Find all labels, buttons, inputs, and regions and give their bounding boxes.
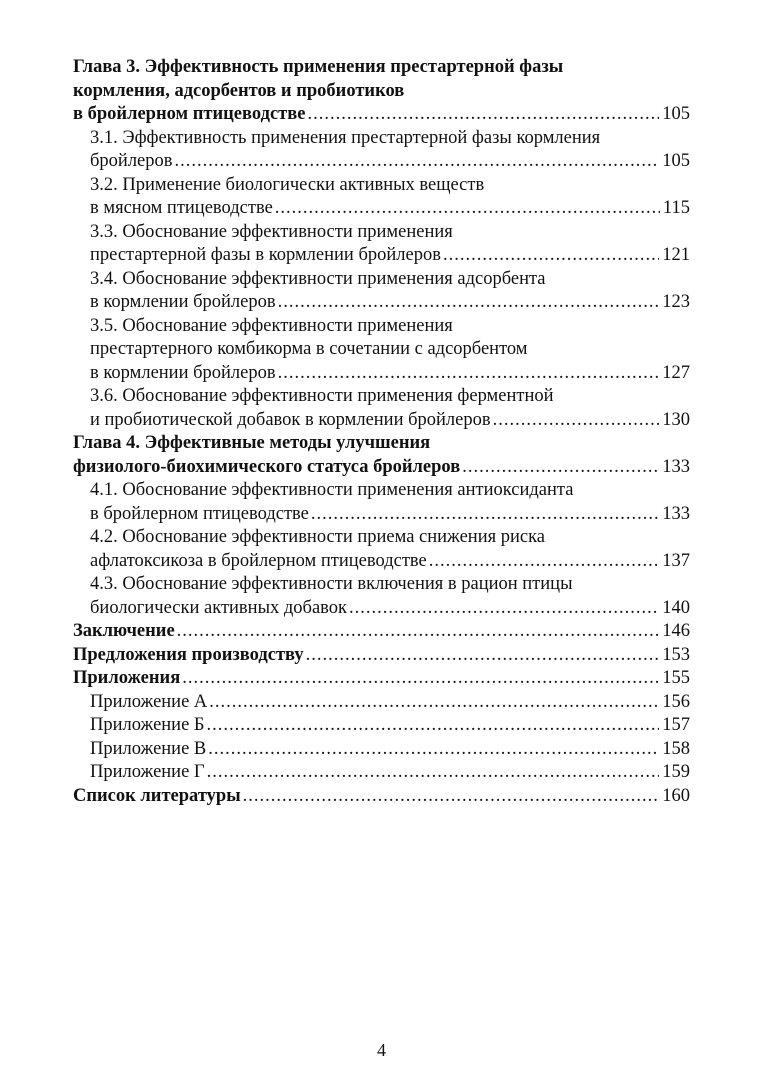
toc-entry-text: 3.5. Обоснование эффективности применения bbox=[90, 315, 453, 336]
toc-entry-text: Приложение А bbox=[90, 691, 208, 712]
toc-section-entry bbox=[73, 761, 690, 785]
toc-section-entry bbox=[73, 714, 690, 738]
toc-page-number: 130 bbox=[662, 409, 690, 430]
dot-leader bbox=[462, 456, 659, 480]
toc-entry-text: в кормлении бройлеров bbox=[90, 292, 276, 312]
toc-entry-text: Приложение В bbox=[90, 738, 207, 759]
toc-section-entry bbox=[73, 268, 690, 315]
toc-page-number: 153 bbox=[662, 644, 690, 665]
toc-entry-text: 3.2. Применение биологически активных веществ bbox=[90, 174, 485, 195]
toc-entry-text: 4.3. Обоснование эффективности включения в рацион птицы bbox=[90, 574, 573, 594]
toc-section-entry bbox=[73, 738, 690, 762]
toc-entry-text: кормления, адсорбентов и пробиотиков bbox=[73, 80, 405, 101]
toc-page-number: 115 bbox=[662, 198, 690, 218]
toc-page-number: 146 bbox=[662, 621, 690, 641]
toc-page-number: 121 bbox=[662, 245, 690, 265]
toc-section-entry bbox=[73, 479, 690, 526]
toc-entry-final-line bbox=[90, 244, 690, 268]
toc-page-number: 158 bbox=[662, 738, 690, 759]
dot-leader bbox=[306, 644, 660, 668]
toc-section-entry bbox=[73, 221, 690, 268]
dot-leader bbox=[278, 362, 660, 386]
toc-entry-final-line bbox=[90, 362, 690, 386]
dot-leader bbox=[311, 503, 659, 527]
toc-section-entry bbox=[73, 174, 690, 221]
toc-entry-text: Приложение Г bbox=[90, 762, 205, 782]
toc-page-number: 127 bbox=[662, 362, 690, 383]
toc-entry-text: 4.1. Обоснование эффективности применения антиоксиданта bbox=[90, 480, 574, 500]
dot-leader bbox=[175, 150, 660, 174]
toc-page-number: 123 bbox=[662, 292, 690, 312]
dot-leader bbox=[182, 667, 659, 691]
dot-leader bbox=[307, 103, 659, 127]
toc-entry-text: биологически активных добавок bbox=[90, 597, 348, 618]
toc-entry-text: 3.1. Эффективность применения престартерной фазы кормления bbox=[90, 127, 601, 148]
toc-chapter-entry bbox=[73, 667, 690, 691]
toc-entry-final-line bbox=[90, 197, 690, 221]
toc-page-number: 155 bbox=[662, 668, 690, 688]
toc-section-entry bbox=[73, 573, 690, 620]
toc-entry-final-line bbox=[90, 503, 690, 527]
dot-leader bbox=[493, 409, 660, 433]
dot-leader bbox=[443, 244, 659, 268]
toc-entry-text: и пробиотической добавок в кормлении бройлеров bbox=[90, 409, 491, 430]
toc-section-entry bbox=[73, 691, 690, 715]
dot-leader bbox=[207, 761, 660, 785]
toc-entry-text: Приложение Б bbox=[90, 715, 205, 735]
toc-entry-final-line bbox=[90, 409, 690, 433]
table-of-contents bbox=[73, 56, 690, 808]
dot-leader bbox=[275, 197, 660, 221]
toc-entry-final-line bbox=[90, 597, 690, 621]
toc-page-number: 137 bbox=[662, 550, 690, 571]
toc-entry-final-line bbox=[73, 620, 690, 644]
toc-entry-text: афлатоксикоза в бройлерном птицеводстве bbox=[90, 550, 427, 571]
dot-leader bbox=[207, 714, 660, 738]
toc-entry-text: в бройлерном птицеводстве bbox=[73, 104, 306, 124]
toc-page-number: 156 bbox=[662, 691, 690, 712]
toc-entry-text: Приложения bbox=[73, 668, 181, 688]
toc-page-number: 133 bbox=[662, 456, 690, 477]
toc-entry-text: 4.2. Обоснование эффективности приема снижения риска bbox=[90, 527, 546, 547]
toc-entry-text: 3.4. Обоснование эффективности применения адсорбента bbox=[90, 268, 546, 289]
toc-entry-final-line bbox=[90, 691, 690, 715]
dot-leader bbox=[243, 785, 660, 809]
toc-entry-final-line bbox=[73, 667, 690, 691]
toc-entry-final-line bbox=[90, 550, 690, 574]
toc-entry-text: Глава 3. Эффективность применения престартерной фазы bbox=[73, 57, 564, 77]
toc-chapter-entry bbox=[73, 432, 690, 479]
toc-chapter-entry bbox=[73, 56, 690, 127]
toc-page-number: 133 bbox=[662, 503, 690, 524]
dot-leader bbox=[208, 738, 659, 762]
toc-page-number: 140 bbox=[662, 597, 690, 618]
toc-entry-text: престартерного комбикорма в сочетании с адсорбентом bbox=[90, 339, 528, 359]
toc-entry-final-line bbox=[90, 150, 690, 174]
toc-entry-text: Глава 4. Эффективные методы улучшения bbox=[73, 433, 431, 453]
toc-entry-final-line bbox=[90, 714, 690, 738]
toc-entry-text: 3.3. Обоснование эффективности применения bbox=[90, 221, 453, 242]
toc-page-number: 159 bbox=[662, 762, 690, 782]
dot-leader bbox=[209, 691, 659, 715]
toc-entry-text: Список литературы bbox=[73, 785, 241, 806]
toc-entry-final-line bbox=[73, 456, 690, 480]
toc-entry-text: физиолого-биохимического статуса бройлеров bbox=[73, 456, 461, 477]
toc-chapter-entry bbox=[73, 785, 690, 809]
toc-section-entry bbox=[73, 526, 690, 573]
toc-section-entry bbox=[73, 127, 690, 174]
toc-chapter-entry bbox=[73, 644, 690, 668]
dot-leader bbox=[278, 291, 660, 315]
dot-leader bbox=[349, 597, 659, 621]
toc-page-number: 160 bbox=[662, 785, 690, 806]
toc-entry-final-line bbox=[90, 761, 690, 785]
toc-entry-text: престартерной фазы в кормлении бройлеров bbox=[90, 245, 441, 265]
toc-section-entry bbox=[73, 385, 690, 432]
toc-entry-final-line bbox=[73, 103, 690, 127]
toc-entry-final-line bbox=[90, 738, 690, 762]
dot-leader bbox=[429, 550, 660, 574]
toc-entry-text: в мясном птицеводстве bbox=[90, 198, 273, 218]
toc-entry-final-line bbox=[90, 291, 690, 315]
toc-entry-final-line bbox=[73, 785, 690, 809]
toc-chapter-entry bbox=[73, 620, 690, 644]
toc-entry-text: в кормлении бройлеров bbox=[90, 362, 276, 383]
toc-entry-final-line bbox=[73, 644, 690, 668]
toc-entry-text: Заключение bbox=[73, 621, 175, 641]
page-number: 4 bbox=[377, 1040, 386, 1060]
toc-entry-text: в бройлерном птицеводстве bbox=[90, 503, 309, 524]
toc-page-number: 157 bbox=[662, 715, 690, 735]
toc-page-number: 105 bbox=[662, 104, 690, 124]
toc-entry-text: 3.6. Обоснование эффективности применения ферментной bbox=[90, 386, 554, 406]
dot-leader bbox=[177, 620, 660, 644]
toc-entry-text: Предложения производству bbox=[73, 644, 304, 665]
toc-section-entry bbox=[73, 315, 690, 386]
toc-page-number: 105 bbox=[662, 151, 690, 171]
toc-entry-text: бройлеров bbox=[90, 151, 173, 171]
